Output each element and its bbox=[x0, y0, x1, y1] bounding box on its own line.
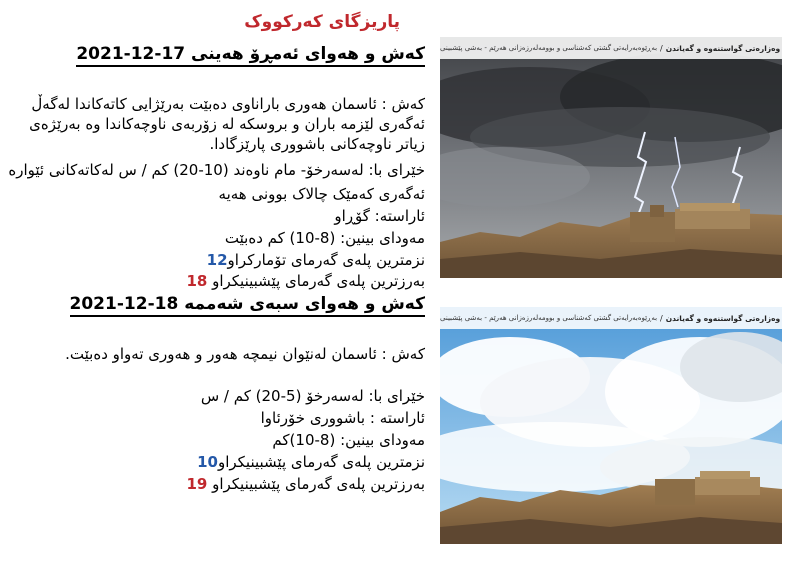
day1-min-temp bbox=[207, 251, 425, 270]
day1-line-2: ئەگەری لێزمە باران و بروسکە لە زۆربەی ناوچەکاندا وە بەرێژەی bbox=[29, 115, 425, 133]
day2-line-4: ئاراستە : باشووری خۆرئاوا bbox=[260, 409, 425, 427]
day2-min-value: 10 bbox=[197, 453, 218, 471]
day1-line-4: خێرای با: لەسەرخۆ- مام ناوەند (10-20) کم / س لەکاتەکانی ئێوارە bbox=[8, 161, 425, 179]
day2-max-temp bbox=[186, 475, 425, 494]
day1-min-label: نزمترین پلەی گەرمای تۆمارکراو bbox=[227, 251, 425, 269]
banner-ministry: وەزارەتی گواستنەوە و گەیاندن bbox=[665, 313, 781, 323]
cloudy-scene bbox=[440, 307, 782, 544]
day1-line-3: زیاتر ناوچەکانی باشووری پارێزگادا. bbox=[209, 135, 425, 153]
day1-heading: کەش و هەوای ئەمڕۆ هەینی 17-12-2021 bbox=[76, 44, 425, 67]
storm-weather-image bbox=[440, 37, 782, 278]
day2-min-label: نزمترین پلەی گەرمای پێشبینیکراو bbox=[217, 453, 425, 471]
day1-line-7: مەودای بینین: (8-10) کم دەبێت bbox=[224, 229, 425, 247]
day1-max-temp bbox=[186, 272, 425, 291]
day1-line-6: ئاراستە: گۆڕاو bbox=[334, 207, 425, 225]
day1-max-label: بەرزترین پلەی گەرمای پێشبینیکراو bbox=[207, 272, 425, 290]
day2-heading: کەش و هەوای سبەی شەممە 18-12-2021 bbox=[70, 294, 426, 317]
banner-ministry: وەزارەتی گواستنەوە و گەیاندن bbox=[665, 43, 781, 53]
storm-scene bbox=[440, 37, 782, 278]
cloudy-banner bbox=[440, 307, 782, 329]
day2-line-5: مەودای بینین: (8-10)کم bbox=[272, 431, 425, 449]
day1-max-value: 18 bbox=[186, 272, 208, 290]
day1-line-1: کەش : ئاسمان هەوری باراناوی دەبێت بەرێژایی کاتەکاندا لەگەڵ bbox=[31, 95, 425, 113]
storm-banner bbox=[440, 37, 782, 59]
day2-line-1: کەش : ئاسمان لەنێوان نیمچە هەور و هەوری تەواو دەبێت. bbox=[65, 345, 425, 363]
banner-separator: / bbox=[660, 313, 663, 323]
day1-line-5: ئەگەری کەمێک چالاک بوونی هەیە bbox=[218, 185, 425, 203]
cloudy-weather-image bbox=[440, 307, 782, 544]
region-title: پاریزگای کەرکووک bbox=[244, 12, 400, 32]
banner-department: بەڕێوەبەرایەتی گشتی کەشناسی و بوومەلەرزەزانی هەرێم - بەشی پێشبینی bbox=[440, 44, 658, 52]
day1-min-value: 12 bbox=[206, 251, 228, 269]
banner-department: بەڕێوەبەرایەتی گشتی کەشناسی و بوومەلەرزەزانی هەرێم - بەشی پێشبینی bbox=[440, 314, 658, 322]
day2-max-value: 19 bbox=[186, 475, 208, 493]
day2-min-temp bbox=[197, 453, 425, 472]
day2-line-3: خێرای با: لەسەرخۆ (5-20) کم / س bbox=[200, 387, 425, 405]
banner-separator: / bbox=[660, 43, 663, 53]
day2-max-label: بەرزترین پلەی گەرمای پێشبینیکراو bbox=[207, 475, 425, 493]
